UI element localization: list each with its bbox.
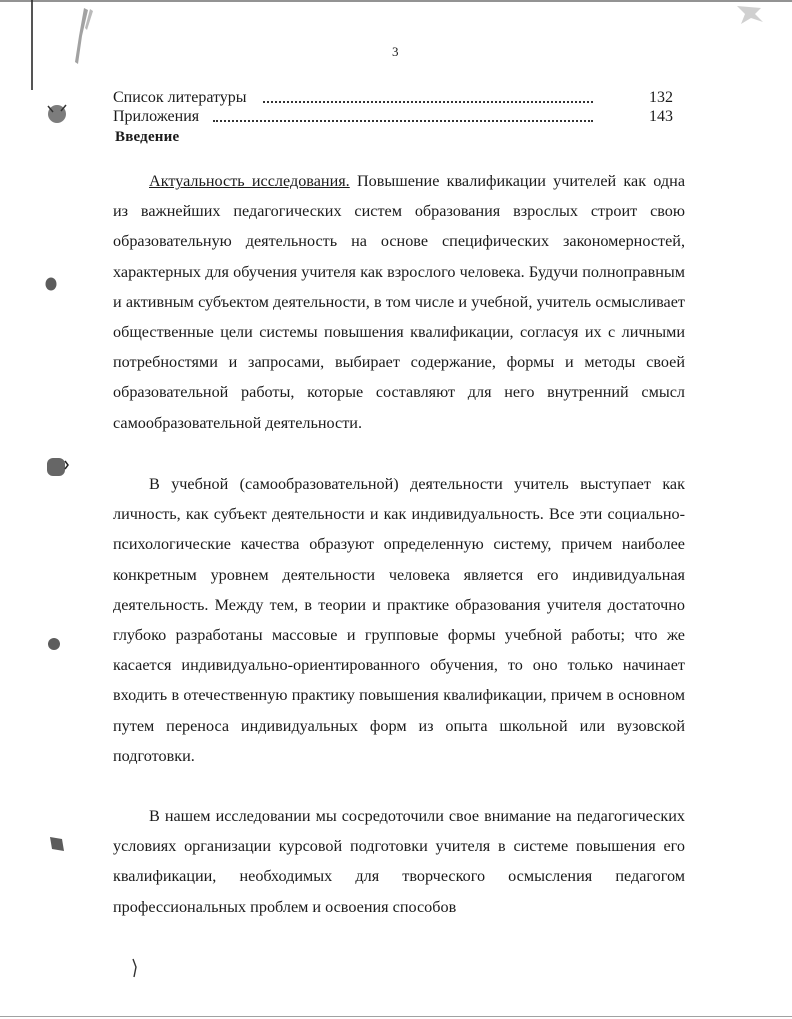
toc-page-number: 132 [649, 89, 673, 106]
page-number: 3 [392, 44, 399, 59]
toc-label: Список литературы [113, 89, 247, 106]
scan-edge-bottom [0, 1016, 792, 1017]
paragraph-relevance [113, 166, 685, 438]
paragraph-text: Повышение квалификации учителей как одна из важнейших педагогических систем образования взрослых строит свою образовательную деятельность на основе специфических закономерностей, характерных для обучения учителя как взрослого человека. Будучи полноправным и активным субъектом деятельности, в том числе и учебной, учитель осмысливает общественные цели системы повышения квалификации, согласуя их с личными потребностями и запросами, выбирает содержание, формы и методы своей образовательной работы, которые составляют для него внутренний смысл самообразовательной деятельности. [113, 172, 686, 432]
scan-edge-left [31, 0, 33, 90]
paragraph-lead: Актуальность исследования. [149, 172, 350, 190]
punch-hole-icon [44, 276, 58, 292]
toc-leader-dots [263, 101, 593, 103]
pen-mark-icon [131, 958, 139, 978]
toc-entry-appendices [113, 107, 673, 127]
toc-page-number: 143 [649, 108, 673, 125]
paragraph-research-focus [113, 801, 685, 922]
punch-hole-icon [44, 455, 70, 479]
paragraph-text: В нашем исследовании мы сосредоточили свое внимание на педагогических условиях организации курсовой подготовки учителя в системе повышения его квалификации, необходимых для творческого осмысления педагогом профессиональных проблем и освоения способов [113, 807, 685, 916]
toc-leader-dots [213, 120, 593, 122]
scan-edge-top [0, 0, 792, 2]
scan-smudge-icon [735, 4, 765, 26]
section-title: Введение [115, 129, 180, 145]
paragraph-text: В учебной (самообразовательной) деятельности учитель выступает как личность, как субъект деятельности и как индивидуальность. Все эти социально-психологические качества образуют определенную систему, причем наиболее конкретным уровнем деятельности человека является его индивидуальная деятельность. Между тем, в теории и практике образования учителя достаточно глубоко разработаны массовые и групповые формы учебной работы; что же касается индивидуально-ориентированного обучения, то оно только начинает входить в отечественную практику повышения квалификации, причем в основном путем переноса индивидуальных форм из опыта школьной или вузовской подготовки. [113, 475, 685, 765]
punch-hole-icon [46, 833, 68, 855]
punch-hole-icon [44, 100, 70, 126]
punch-hole-icon [46, 636, 62, 652]
toc-label: Приложения [113, 108, 200, 125]
scan-smudge-icon [70, 6, 100, 66]
toc-entry-references [113, 88, 673, 108]
paragraph-learning-activity [113, 469, 685, 771]
